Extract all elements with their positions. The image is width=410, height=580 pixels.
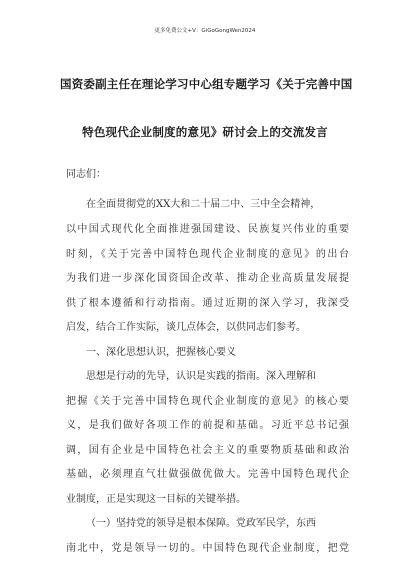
paragraph-line: 思想是行动的先导，认识是实践的指南。深入理解和 — [86, 371, 316, 382]
paragraph-line: 南北中，党是领导一切的。中国特色现代企业制度，把党 — [66, 543, 349, 554]
paragraph-line: （一）坚持党的领导是根本保障。党政军民学，东西 — [86, 518, 316, 529]
document-title-line-2: 特色现代企业制度的意见》研讨会上的交流发言 — [82, 125, 328, 139]
paragraph-line: 在全面贯彻党的XX大和二十届二中、三中全会精神， — [86, 199, 321, 210]
paragraph-line: 启发，结合工作实际，谈几点体会，以供同志们参考。 — [66, 322, 306, 333]
paragraph-line: 调，国有企业是中国特色社会主义的重要物质基础和政治 — [66, 445, 349, 456]
section-heading: 一、深化思想认识，把握核心要义 — [86, 347, 236, 358]
paragraph-line: 基础，必须理直气壮做强做优做大。完善中国特色现代企 — [66, 469, 349, 480]
paragraph-line: 为我们进一步深化国资国企改革、推动企业高质量发展提 — [66, 273, 349, 284]
watermark-text: 更多免费公文+V：GiGoGongWen2024 — [154, 28, 256, 34]
document-title-line-1: 国资委副主任在理论学习中心组专题学习《关于完善中国 — [60, 77, 353, 91]
salutation: 同志们： — [66, 169, 106, 180]
paragraph-line: 以中国式现代化全面推进强国建设、民族复兴伟业的重要 — [66, 224, 349, 235]
paragraph-line: 时刻，《关于完善中国特色现代企业制度的意见》的出台 — [66, 249, 349, 260]
paragraph-line: 义，是我们做好各项工作的前提和基础。习近平总书记强 — [66, 420, 349, 431]
paragraph-line: 把握《关于完善中国特色现代企业制度的意见》的核心要 — [66, 396, 349, 407]
paragraph-line: 业制度，正是实现这一目标的关键举措。 — [66, 494, 246, 505]
paragraph-line: 供了根本遵循和行动指南。通过近期的深入学习，我深受 — [66, 298, 349, 309]
